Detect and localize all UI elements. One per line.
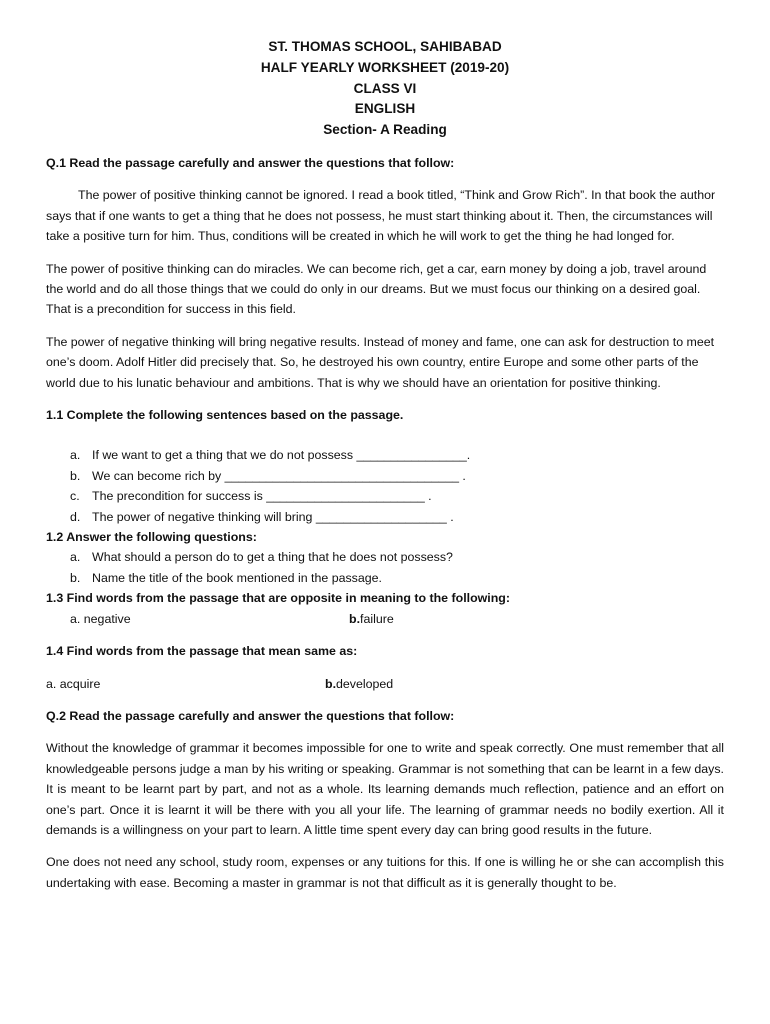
item-text: The precondition for success is _______________________ . bbox=[92, 489, 432, 504]
q1-1-title: 1.1 Complete the following sentences based on the passage. bbox=[46, 408, 404, 423]
item-text: Name the title of the book mentioned in the passage. bbox=[92, 570, 382, 585]
class-label: CLASS VI bbox=[353, 80, 417, 96]
item-text: What should a person do to get a thing that he does not possess? bbox=[92, 550, 453, 565]
list-item bbox=[46, 547, 724, 567]
word-a: a. negative bbox=[70, 611, 131, 626]
q2-paragraph-1: Without the knowledge of grammar it becomes impossible for one to write and speak correctly. One must remember that all knowledgeable persons judge a man by his writing or speaking. Grammar is not something that can be learnt in a few days. It is meant to be learnt part by part, and not as a whole. Its learning demands much reflection, patience and an effort on one’s part. Once it is learnt it will be there with you all your life. The learning of grammar needs no bodily exertion. All it demands is a willingness on your part to learn. A little time spent every day can bring good results in the future. bbox=[46, 741, 724, 837]
q1-2-list bbox=[46, 547, 724, 588]
list-item bbox=[46, 466, 724, 486]
q1-1-list bbox=[46, 445, 724, 527]
q1-3-words bbox=[46, 609, 724, 629]
q1-paragraph-3: The power of negative thinking will bring negative results. Instead of money and fame, one can ask for destruction to meet one’s doom. Adolf Hitler did precisely that. So, he destroyed his own country, entire Europe and some other parts of the world due to his lunatic behaviour and ambitions. That is why we should have an orientation for positive thinking. bbox=[46, 334, 715, 390]
word-b-label: b. bbox=[349, 611, 361, 626]
list-item bbox=[46, 486, 724, 506]
q2-paragraph-2: One does not need any school, study room, expenses or any tuitions for this. If one is willing he or she can accomplish this undertaking with ease. Becoming a master in grammar is not that difficult as it is generally thought to be. bbox=[46, 855, 724, 890]
item-text: The power of negative thinking will bring ___________________ . bbox=[92, 509, 454, 524]
item-label: c. bbox=[70, 489, 80, 504]
item-label: d. bbox=[70, 509, 81, 524]
item-label: a. bbox=[70, 550, 81, 565]
word-b-text: developed bbox=[336, 676, 394, 691]
q2-title: Q.2 Read the passage carefully and answer the questions that follow: bbox=[46, 708, 455, 723]
item-label: b. bbox=[70, 468, 81, 483]
q1-title: Q.1 Read the passage carefully and answer the questions that follow: bbox=[46, 155, 455, 170]
school-name: ST. THOMAS SCHOOL, SAHIBABAD bbox=[268, 39, 502, 54]
q1-3-title: 1.3 Find words from the passage that are opposite in meaning to the following: bbox=[46, 591, 511, 606]
section-label: Section- A Reading bbox=[323, 122, 447, 138]
q1-paragraph-1: The power of positive thinking cannot be ignored. I read a book titled, “Think and Grow Rich”. In that book the author says that if one wants to get a thing that he does not possess, he must start thinking about it. Then, the circumstances will take a positive turn for him. Thus, conditions will be created in which he will work to get the thing he had longed for. bbox=[46, 188, 716, 244]
item-label: a. bbox=[70, 448, 81, 463]
word-b-label: b. bbox=[325, 676, 337, 691]
q1-4-words bbox=[46, 674, 724, 694]
q1-2-title: 1.2 Answer the following questions: bbox=[46, 530, 257, 545]
word-b-text: failure bbox=[360, 611, 394, 626]
q1-4-title: 1.4 Find words from the passage that mean same as: bbox=[46, 644, 358, 659]
word-a: a. acquire bbox=[46, 676, 101, 691]
list-item bbox=[46, 445, 724, 465]
item-label: b. bbox=[70, 570, 81, 585]
subject-label: ENGLISH bbox=[354, 101, 416, 117]
q1-paragraph-2: The power of positive thinking can do miracles. We can become rich, get a car, earn money by doing a job, travel around the world and do all those things that we could do only in our dreams. But we must focus our thinking on a desired goal. That is a precondition for success in this field. bbox=[46, 261, 707, 317]
word-b bbox=[325, 674, 393, 694]
item-text: We can become rich by __________________________________ . bbox=[92, 468, 466, 483]
word-b bbox=[349, 609, 394, 629]
worksheet-header bbox=[46, 37, 724, 141]
list-item bbox=[46, 507, 724, 527]
item-text: If we want to get a thing that we do not possess ________________. bbox=[92, 448, 471, 463]
list-item bbox=[46, 568, 724, 588]
worksheet-title: HALF YEARLY WORKSHEET (2019-20) bbox=[260, 59, 510, 75]
